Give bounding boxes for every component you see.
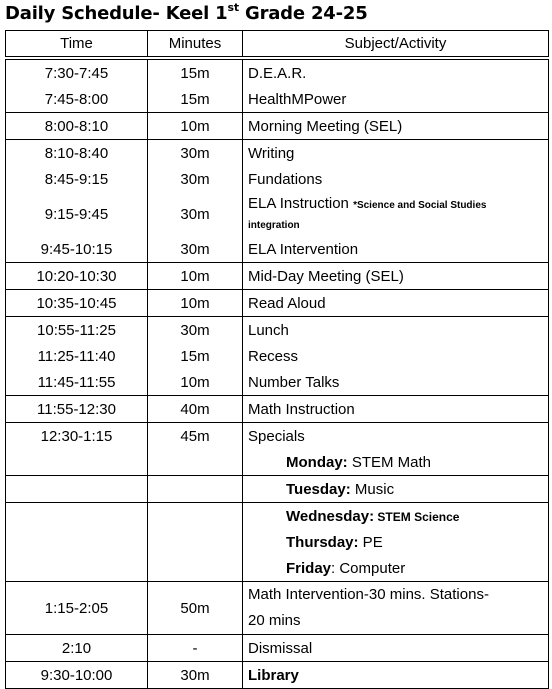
time-cell <box>6 529 148 555</box>
time-cell: 11:45-11:55 <box>6 369 148 396</box>
minutes-cell: 30m <box>148 166 243 192</box>
table-row <box>6 86 549 113</box>
day-activity: STEM Science <box>374 509 460 524</box>
minutes-cell <box>148 503 243 530</box>
minutes-cell: 10m <box>148 290 243 317</box>
subject-cell: Number Talks <box>243 369 549 396</box>
time-cell: 11:25-11:40 <box>6 343 148 369</box>
day-activity: Music <box>350 480 395 498</box>
time-cell: 8:45-9:15 <box>6 166 148 192</box>
header-subject: Subject/Activity <box>243 31 549 57</box>
table-row <box>6 263 549 290</box>
minutes-cell <box>148 555 243 582</box>
time-cell: 1:15-2:05 <box>6 582 148 635</box>
minutes-cell <box>148 476 243 503</box>
time-cell: 8:00-8:10 <box>6 113 148 140</box>
specials-monday <box>243 449 549 476</box>
minutes-cell: 10m <box>148 113 243 140</box>
ela-subject: ELA Instruction <box>248 195 354 212</box>
table-row <box>6 503 549 530</box>
subject-cell: Library <box>243 662 549 689</box>
minutes-cell: 30m <box>148 317 243 344</box>
day-activity: PE <box>358 533 383 551</box>
subject-line-1: Math Intervention-30 mins. Stations- <box>248 586 489 603</box>
minutes-cell: 50m <box>148 582 243 635</box>
page-title <box>5 1 368 27</box>
time-cell <box>6 555 148 582</box>
minutes-cell: 30m <box>148 662 243 689</box>
time-cell: 11:55-12:30 <box>6 396 148 423</box>
time-cell: 9:45-10:15 <box>6 236 148 263</box>
table-row <box>6 113 549 140</box>
title-rest: Grade 24-25 <box>238 3 368 24</box>
subject-cell: Read Aloud <box>243 290 549 317</box>
table-row <box>6 343 549 369</box>
day-label: Tuesday: <box>286 480 351 498</box>
minutes-cell <box>148 529 243 555</box>
table-row <box>6 140 549 167</box>
time-cell: 10:55-11:25 <box>6 317 148 344</box>
specials-wednesday <box>243 503 549 530</box>
time-cell <box>6 476 148 503</box>
header-row <box>6 31 549 57</box>
minutes-cell: 10m <box>148 369 243 396</box>
time-cell: 2:10 <box>6 635 148 662</box>
subject-cell: Writing <box>243 140 549 167</box>
time-cell: 9:15-9:45 <box>6 192 148 236</box>
subject-cell: Math Instruction <box>243 396 549 423</box>
time-cell: 10:20-10:30 <box>6 263 148 290</box>
subject-cell: Lunch <box>243 317 549 344</box>
table-row <box>6 555 549 582</box>
minutes-cell: - <box>148 635 243 662</box>
minutes-cell: 15m <box>148 86 243 113</box>
day-label: Friday <box>286 559 332 577</box>
table-row <box>6 317 549 344</box>
table-row <box>6 396 549 423</box>
specials-tuesday <box>243 476 549 503</box>
ela-note-cont: integration <box>248 220 300 231</box>
time-cell: 8:10-8:40 <box>6 140 148 167</box>
specials-thursday <box>243 529 549 555</box>
subject-cell <box>243 192 549 236</box>
subject-cell: Fundations <box>243 166 549 192</box>
title-main: Daily Schedule- Keel 1 <box>5 3 228 24</box>
time-cell: 9:30-10:00 <box>6 662 148 689</box>
subject-cell: Dismissal <box>243 635 549 662</box>
time-cell: 10:35-10:45 <box>6 290 148 317</box>
minutes-cell: 30m <box>148 192 243 236</box>
subject-cell: Recess <box>243 343 549 369</box>
subject-cell: Mid-Day Meeting (SEL) <box>243 263 549 290</box>
subject-cell: ELA Intervention <box>243 236 549 263</box>
minutes-cell: 30m <box>148 236 243 263</box>
subject-cell: Morning Meeting (SEL) <box>243 113 549 140</box>
time-cell <box>6 449 148 476</box>
minutes-cell: 40m <box>148 396 243 423</box>
minutes-cell: 30m <box>148 140 243 167</box>
table-row <box>6 236 549 263</box>
minutes-cell: 15m <box>148 343 243 369</box>
table-row <box>6 166 549 192</box>
header-minutes: Minutes <box>148 31 243 57</box>
time-cell: 7:45-8:00 <box>6 86 148 113</box>
schedule-table <box>5 30 549 689</box>
day-label: Wednesday: <box>286 507 375 525</box>
table-row <box>6 582 549 635</box>
subject-cell: D.E.A.R. <box>243 60 549 87</box>
table-row <box>6 529 549 555</box>
table-row <box>6 662 549 689</box>
table-row <box>6 290 549 317</box>
minutes-cell: 10m <box>148 263 243 290</box>
title-superscript: st <box>227 1 239 14</box>
subject-cell: Specials <box>243 423 549 450</box>
table-row <box>6 423 549 450</box>
day-activity: : Computer <box>331 559 406 577</box>
minutes-cell: 15m <box>148 60 243 87</box>
time-cell <box>6 503 148 530</box>
time-cell: 7:30-7:45 <box>6 60 148 87</box>
day-activity: STEM Math <box>347 453 432 471</box>
table-row <box>6 369 549 396</box>
table-row <box>6 60 549 87</box>
table-row <box>6 476 549 503</box>
day-label: Thursday: <box>286 533 359 551</box>
subject-cell <box>243 582 549 635</box>
time-cell: 12:30-1:15 <box>6 423 148 450</box>
table-row <box>6 449 549 476</box>
table-row <box>6 192 549 236</box>
table-row <box>6 635 549 662</box>
specials-friday <box>243 555 549 582</box>
ela-note: *Science and Social Studies <box>353 200 487 211</box>
day-label: Monday: <box>286 453 348 471</box>
subject-cell: HealthMPower <box>243 86 549 113</box>
minutes-cell <box>148 449 243 476</box>
minutes-cell: 45m <box>148 423 243 450</box>
header-time: Time <box>6 31 148 57</box>
subject-line-2: 20 mins <box>248 612 301 629</box>
